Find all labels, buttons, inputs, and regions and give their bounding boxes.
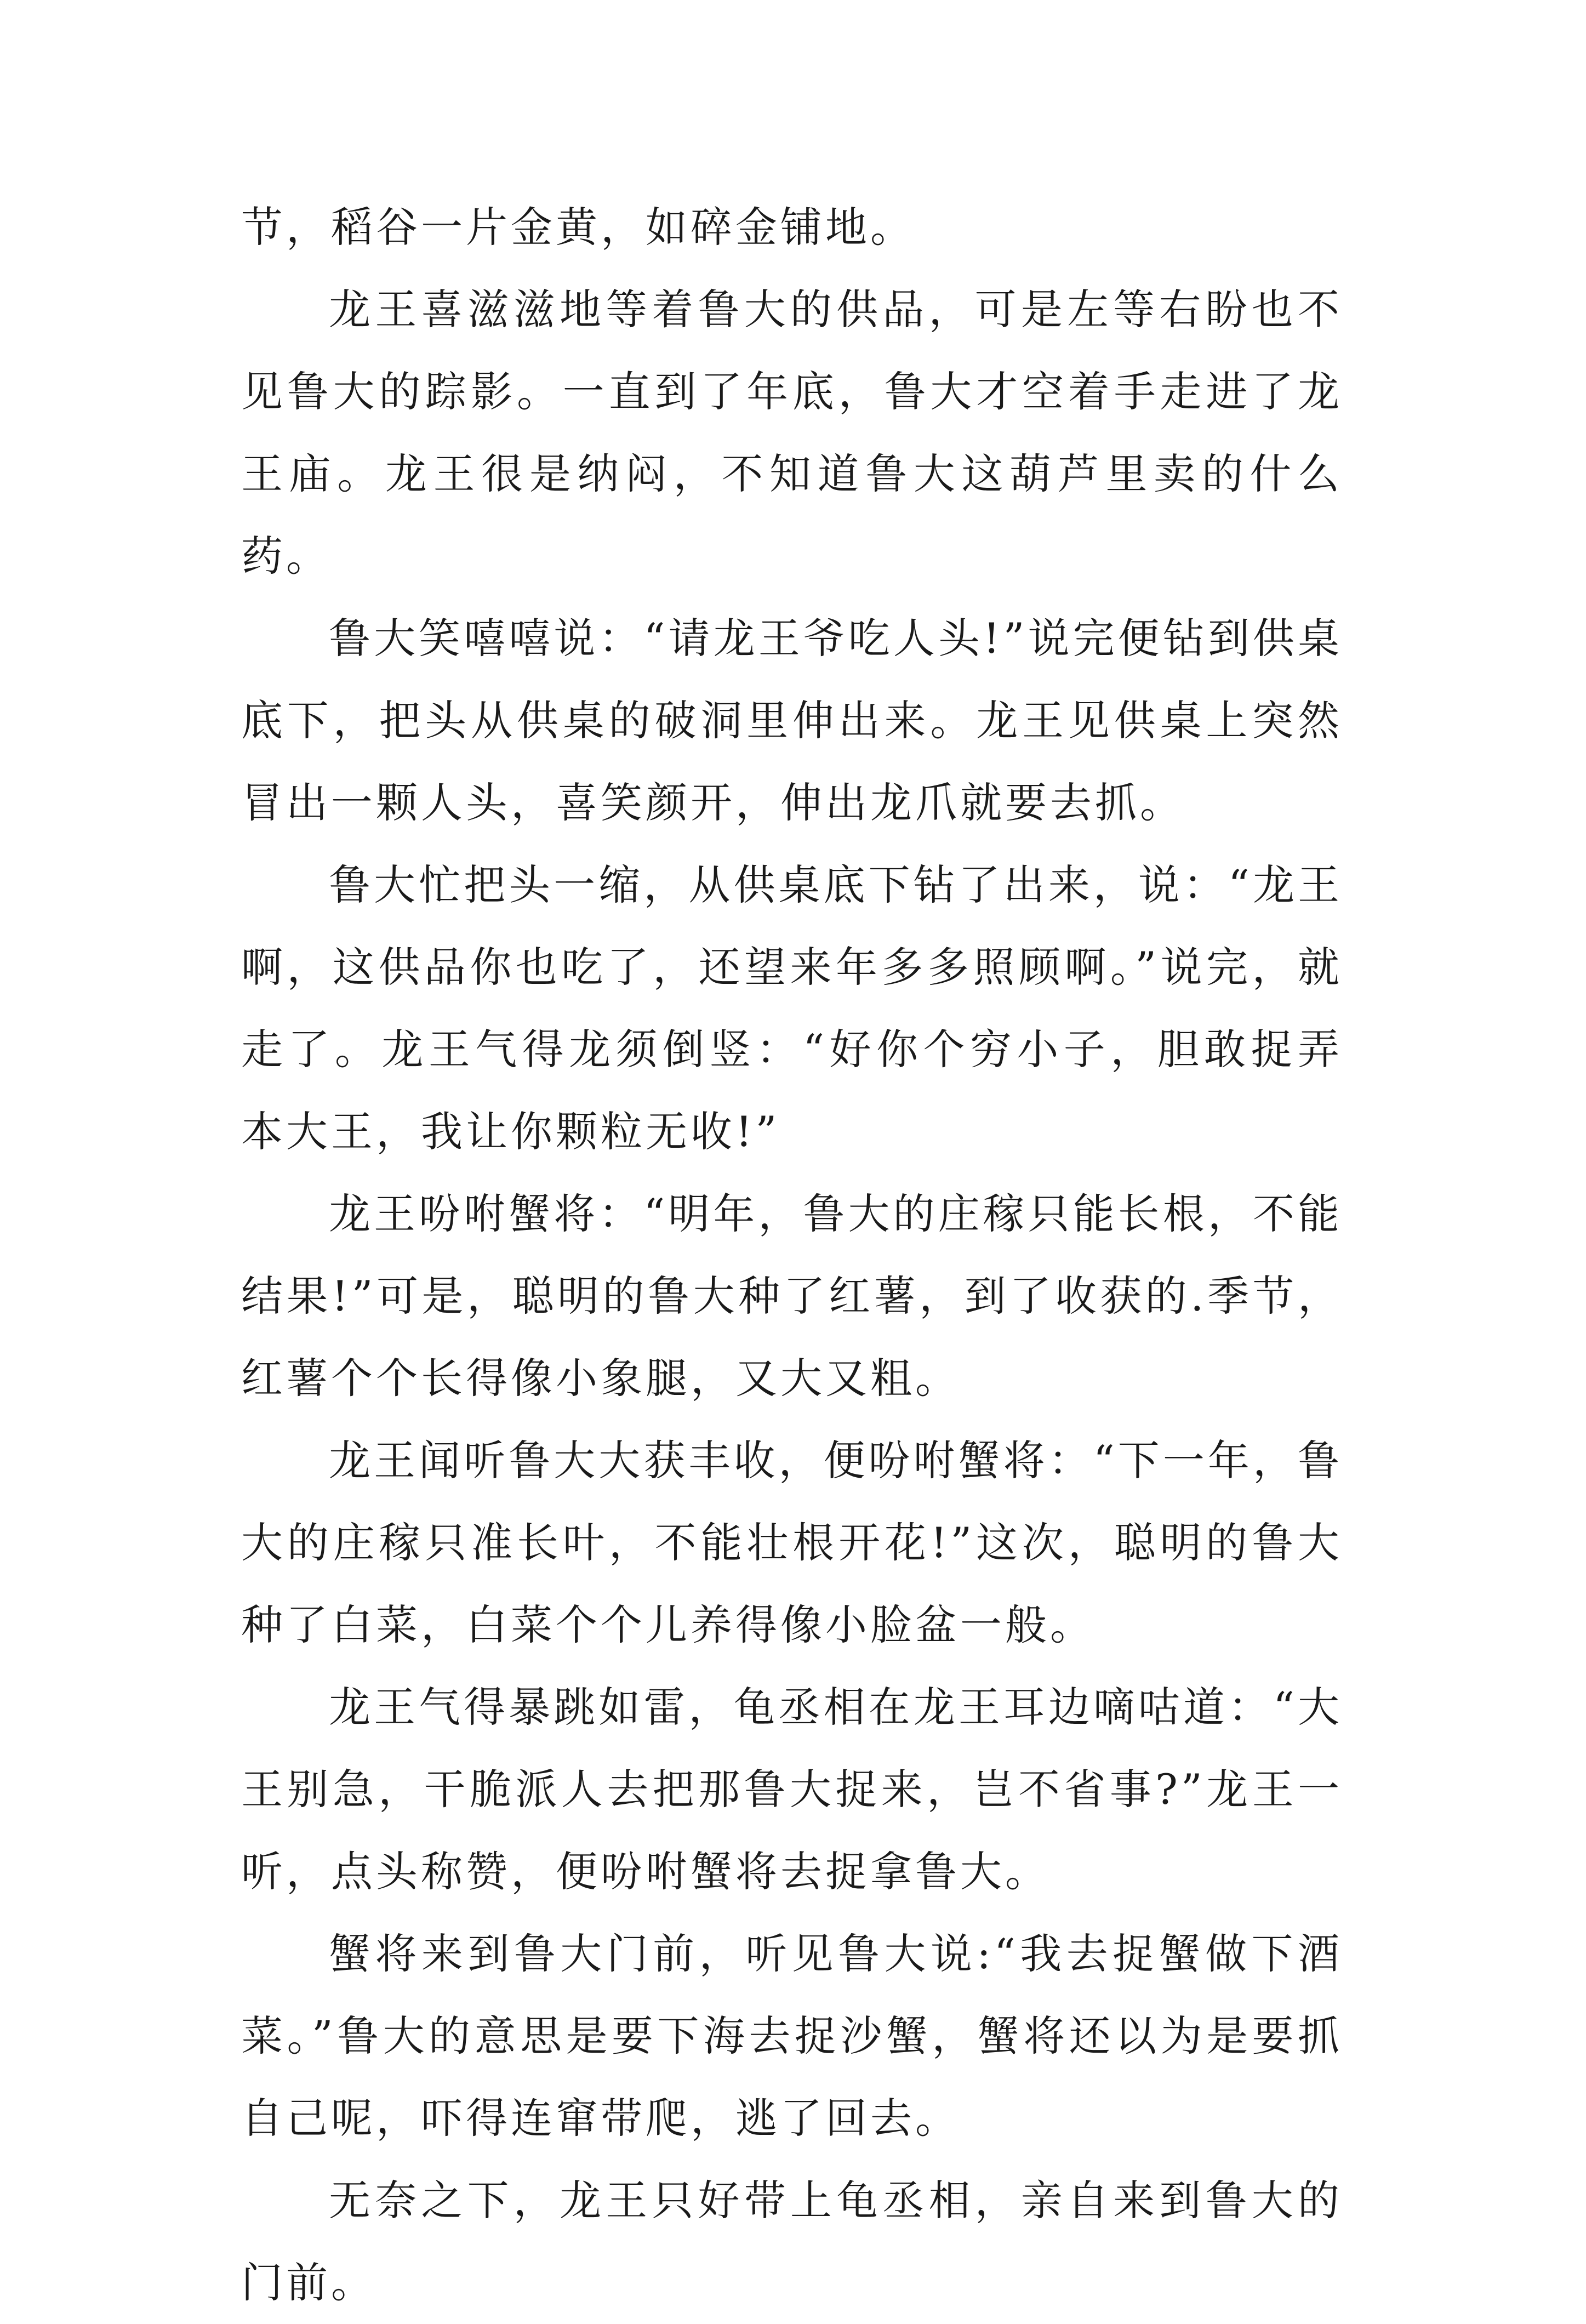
paragraph: 龙王闻听鲁大大获丰收，便吩咐蟹将：“下一年，鲁大的庄稼只准长叶，不能壮根开花!”这次，聪明的鲁大种了白菜，白菜个个儿养得像小脸盆一般。: [241, 1436, 1343, 1649]
paragraph: 龙王吩咐蟹将：“明年，鲁大的庄稼只能长根，不能结果!”可是，聪明的鲁大种了红薯，到了收获的.季节，红薯个个长得像小象腿，又大又粗。: [241, 1189, 1343, 1403]
paragraph: 鲁大笑嘻嘻说：“请龙王爷吃人头!”说完便钻到供桌底下，把头从供桌的破洞里伸出来。龙王见供桌上突然冒出一颗人头，喜笑颜开，伸出龙爪就要去抓。: [241, 614, 1343, 827]
paragraph: 蟹将来到鲁大门前，听见鲁大说:“我去捉蟹做下酒菜。”鲁大的意思是要下海去捉沙蟹，蟹将还以为是要抓自己呢，吓得连窜带爬，逃了回去。: [241, 1929, 1343, 2143]
story-text: [241, 186, 1343, 2324]
paragraph: 龙王气得暴跳如雷，龟丞相在龙王耳边嘀咕道：“大王别急，干脆派人去把那鲁大捉来，岂不省事?”龙王一听，点头称赞，便吩咐蟹将去捉拿鲁大。: [241, 1683, 1343, 1896]
paragraph: 龙王喜滋滋地等着鲁大的供品，可是左等右盼也不见鲁大的踪影。一直到了年底，鲁大才空着手走进了龙王庙。龙王很是纳闷，不知道鲁大这葫芦里卖的什么药。: [241, 285, 1343, 580]
paragraph: 鲁大忙把头一缩，从供桌底下钻了出来，说：“龙王啊，这供品你也吃了，还望来年多多照顾啊。”说完，就走了。龙王气得龙须倒竖：“好你个穷小子，胆敢捉弄本大王，我让你颗粒无收!”: [241, 861, 1343, 1156]
paragraph: 无奈之下，龙王只好带上龟丞相，亲自来到鲁大的门前。: [241, 2176, 1343, 2307]
paragraph-continuation: 节，稻谷一片金黄，如碎金铺地。: [241, 203, 915, 252]
